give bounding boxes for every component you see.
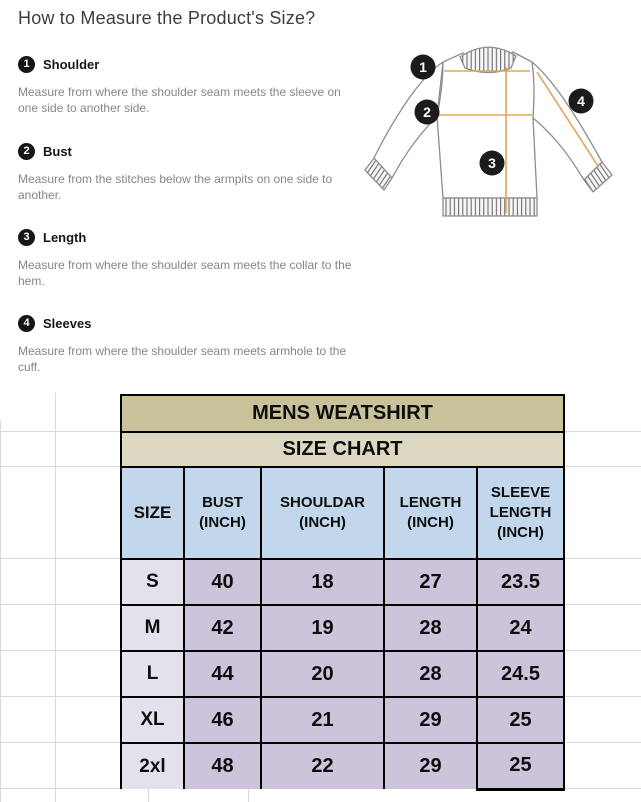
size-cell: 2xl (121, 743, 184, 789)
table-row-2xl (121, 743, 564, 789)
sleeve-cell: 24.5 (477, 651, 564, 697)
shoulder-cell: 21 (261, 697, 384, 743)
size-chart-header-row (121, 467, 564, 559)
table-row-m (121, 605, 564, 651)
size-cell: M (121, 605, 184, 651)
spreadsheet-gridline (248, 789, 249, 802)
length-cell: 29 (384, 743, 477, 789)
instruction-shoulder (18, 56, 99, 73)
spreadsheet-gridline (55, 393, 56, 802)
length-cell: 27 (384, 559, 477, 605)
spreadsheet-gridline (148, 789, 149, 802)
instruction-description: Measure from where the shoulder seam meets the sleeve on one side to another side. (18, 85, 341, 115)
sleeve-cell: 24 (477, 605, 564, 651)
instruction-length (18, 229, 86, 246)
number-1-icon: 1 (18, 56, 35, 73)
number-2-icon: 2 (18, 143, 35, 160)
instruction-description: Measure from where the shoulder seam meets the collar to the hem. (18, 258, 352, 288)
size-cell: S (121, 559, 184, 605)
bust-cell: 48 (184, 743, 261, 789)
instruction-sleeves (18, 315, 91, 332)
marker-2-label: 2 (423, 104, 431, 120)
table-row-xl (121, 697, 564, 743)
number-4-icon: 4 (18, 315, 35, 332)
column-header-size: SIZE (121, 467, 184, 559)
spreadsheet-gridline (0, 420, 1, 802)
instruction-description: Measure from where the shoulder seam meets armhole to the cuff. (18, 344, 347, 374)
column-header-shoulder: SHOULDAR (INCH) (261, 467, 384, 559)
column-header-bust: BUST (INCH) (184, 467, 261, 559)
column-header-sleeve-length: SLEEVE LENGTH (INCH) (477, 467, 564, 559)
table-row-l (121, 651, 564, 697)
marker-3-label: 3 (488, 155, 496, 171)
shoulder-cell: 19 (261, 605, 384, 651)
page-title: How to Measure the Product's Size? (18, 8, 316, 28)
shoulder-cell: 22 (261, 743, 384, 789)
bust-cell: 46 (184, 697, 261, 743)
size-cell: XL (121, 697, 184, 743)
sleeve-cell: 25 (477, 743, 564, 789)
size-chart-title: MENS WEATSHIRT (121, 395, 564, 432)
size-chart-subtitle-row (121, 432, 564, 467)
instruction-label: Length (43, 230, 87, 245)
table-row-s (121, 559, 564, 605)
length-cell: 28 (384, 651, 477, 697)
sleeve-cell: 23.5 (477, 559, 564, 605)
instruction-label: Shoulder (43, 57, 100, 72)
length-cell: 28 (384, 605, 477, 651)
number-3-icon: 3 (18, 229, 35, 246)
sleeve-cell: 25 (477, 697, 564, 743)
instruction-label: Sleeves (43, 316, 92, 331)
hem-rib (443, 198, 537, 216)
shoulder-cell: 20 (261, 651, 384, 697)
bust-cell: 42 (184, 605, 261, 651)
marker-4-label: 4 (577, 93, 585, 109)
collar-rib (460, 47, 516, 72)
instruction-label: Bust (43, 144, 72, 159)
instruction-bust (18, 143, 72, 160)
instruction-description: Measure from the stitches below the armpits on one side to another. (18, 172, 333, 202)
bust-cell: 44 (184, 651, 261, 697)
marker-1-label: 1 (419, 59, 427, 75)
length-cell: 29 (384, 697, 477, 743)
sweatshirt-measurement-diagram (360, 30, 641, 240)
size-chart (120, 394, 565, 791)
column-header-length: LENGTH (INCH) (384, 467, 477, 559)
size-chart-title-row (121, 395, 564, 432)
size-chart-subtitle: SIZE CHART (121, 432, 564, 467)
shoulder-cell: 18 (261, 559, 384, 605)
size-cell: L (121, 651, 184, 697)
bust-cell: 40 (184, 559, 261, 605)
